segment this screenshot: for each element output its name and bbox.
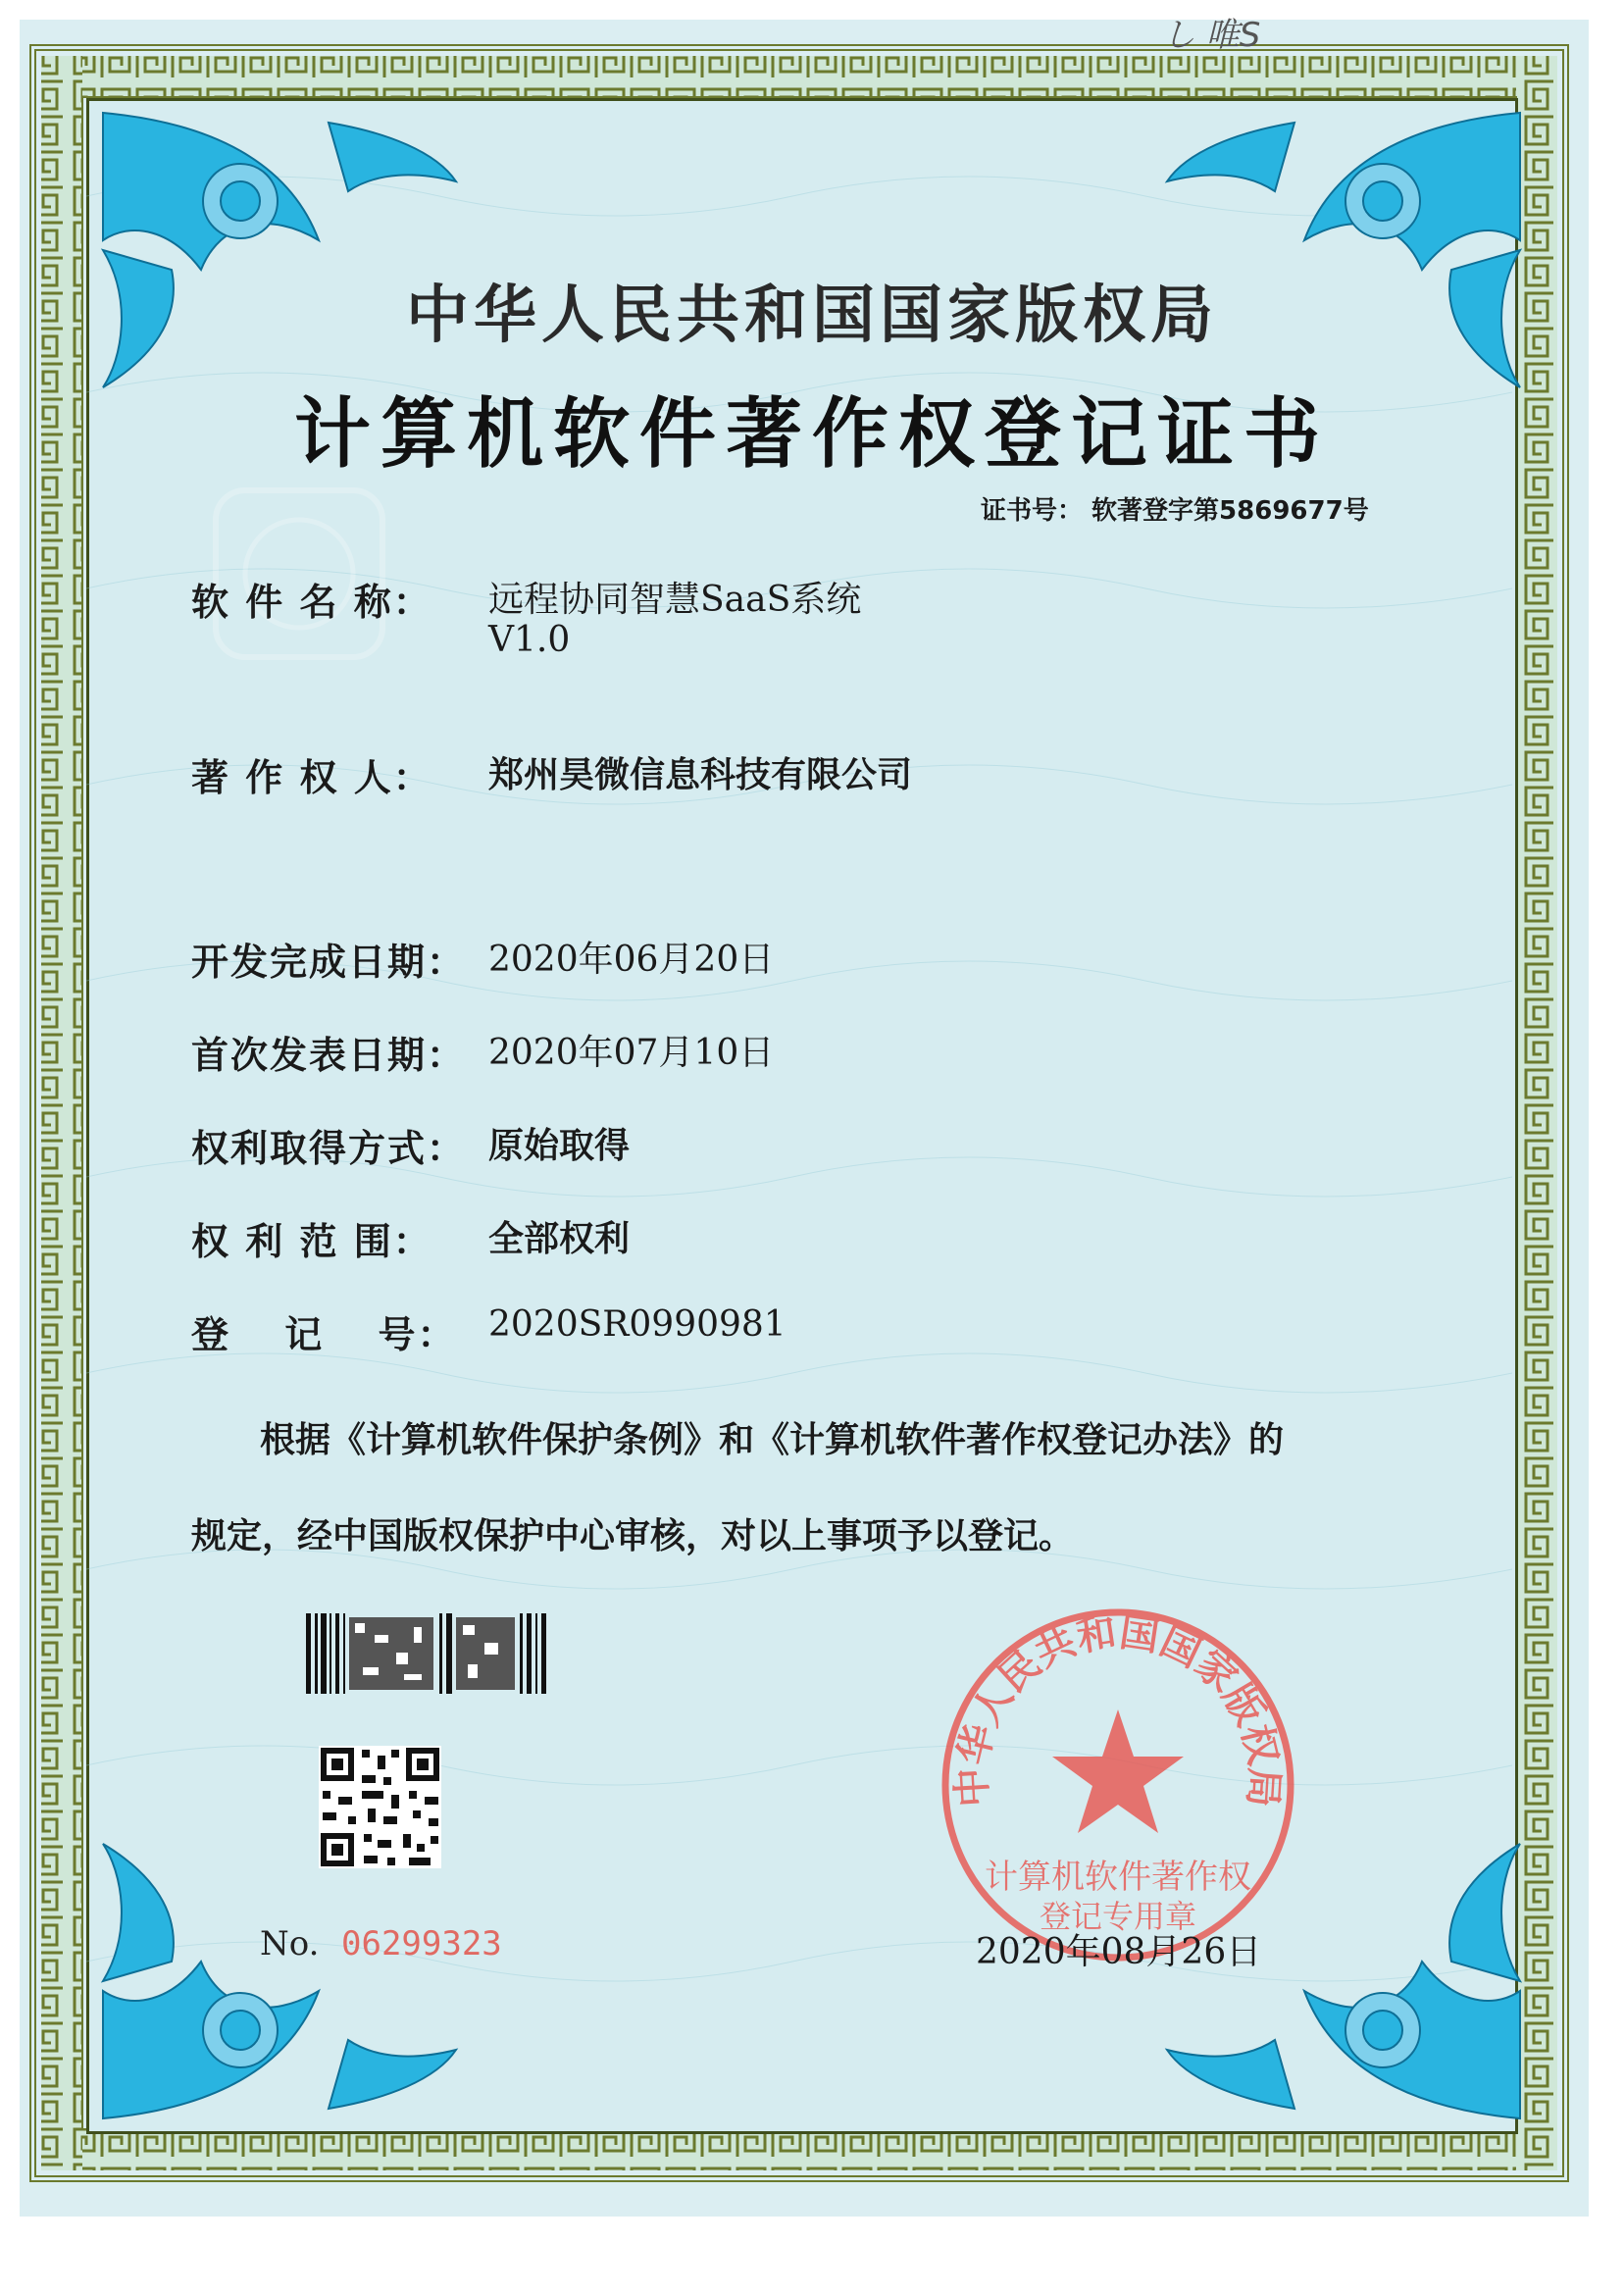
serial-number: 06299323 (341, 1924, 502, 1963)
seal-arc-text: 中华人民共和国国家版权局 (948, 1608, 1288, 1809)
qr-code (319, 1746, 441, 1868)
handwritten-note: し 唯S (1162, 16, 1261, 55)
field-value-acquisition: 原始取得 (488, 1126, 631, 1166)
seal-line-2: 登记专用章 (1039, 1898, 1197, 1935)
field-label-software-name: 软 件 名 称： (191, 581, 432, 624)
certificate-number: 证书号： 软著登字第5869677号 (981, 496, 1369, 526)
field-value-owner: 郑州昊微信息科技有限公司 (488, 755, 913, 795)
field-label-publish-date: 首次发表日期： (191, 1034, 467, 1077)
issue-date: 2020年08月26日 (976, 1932, 1262, 1972)
statement-line-2: 规定，经中国版权保护中心审核，对以上事项予以登记。 (191, 1516, 1075, 1556)
field-value-registration-number: 2020SR0990981 (488, 1304, 787, 1345)
seal-line-1: 计算机软件著作权 (985, 1858, 1251, 1897)
serial-label: No. (260, 1924, 320, 1963)
field-value-publish-date: 2020年07月10日 (488, 1033, 775, 1073)
corner-ornament-bottom-left (93, 1834, 466, 2128)
barcode (306, 1613, 547, 1694)
field-value-software-name: 远程协同智慧SaaS系统 (488, 580, 862, 620)
field-label-dev-date: 开发完成日期： (191, 941, 467, 984)
certificate-title: 计算机软件著作权登记证书 (293, 389, 1330, 479)
field-label-scope: 权 利 范 围： (191, 1220, 432, 1263)
field-label-registration-number: 登 记 号： (191, 1313, 457, 1356)
official-seal (937, 1604, 1299, 1966)
field-label-acquisition: 权利取得方式： (191, 1127, 467, 1170)
field-value-dev-date: 2020年06月20日 (488, 940, 775, 980)
statement-line-1: 根据《计算机软件保护条例》和《计算机软件著作权登记办法》的 (260, 1420, 1285, 1460)
field-value-scope: 全部权利 (488, 1219, 631, 1259)
field-label-owner: 著 作 权 人： (191, 756, 432, 799)
field-value-software-version: V1.0 (488, 620, 571, 660)
issuer-title: 中华人民共和国国家版权局 (406, 280, 1218, 352)
